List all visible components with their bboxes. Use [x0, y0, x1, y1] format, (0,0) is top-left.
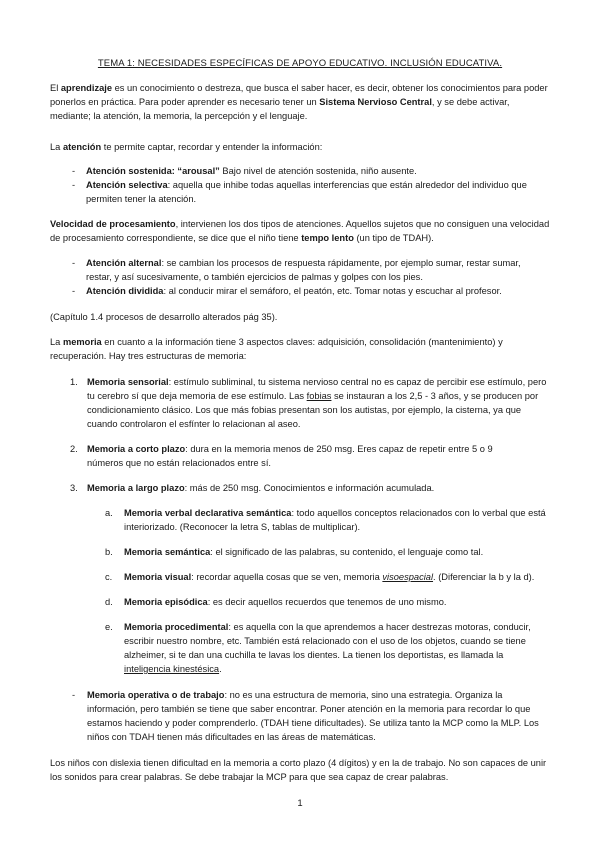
- list-item: Memoria episódica: es decir aquellos recuerdos que tenemos de uno mismo.: [124, 597, 447, 607]
- capitulo-reference: (Capítulo 1.4 procesos de desarrollo alterados pág 35).: [50, 312, 278, 322]
- velocidad-paragraph: Velocidad de procesamiento, intervienen los dos tipos de atenciones. Aquellos sujetos que no consiguen una velocidad de procesamiento correspondiente, se dice que el niño tiene tempo lento (un tipo de TDAH).: [50, 219, 550, 243]
- list-item: Memoria procedimental: es aquella con la que aprendemos a hacer destrezas motoras, conducir, escribir nuestro nombre, etc. También está relacionado con el uso de los objetos, cuando se tiene alzheimer, si te dan una cuchilla te lavas los dientes. La tienen los deportistas, es llamada la inteligencia kinestésica.: [124, 622, 531, 674]
- list-marker: -: [72, 286, 76, 296]
- list-marker: 2.: [70, 444, 78, 454]
- list-marker: e.: [105, 622, 113, 632]
- list-item: Atención sostenida: “arousal” Bajo nivel de atención sostenida, niño ausente.: [86, 166, 417, 176]
- list-marker: d.: [105, 597, 113, 607]
- list-marker: c.: [105, 572, 113, 582]
- list-item: Memoria sensorial: estímulo subliminal, tu sistema nervioso central no es capaz de percibir ese estímulo, pero tu cerebro sí que deja memoria de ese estímulo. Las fobias se instauran a los 2,5 - 3 años, y se producen por condicionamiento clásico. Los que más fobias presentan son los autistas, por ejemplo, la cisterna, ya que cuando controlaron el esfínter lo relacionan al aseo.: [87, 377, 547, 429]
- list-marker: -: [72, 166, 76, 176]
- intro-paragraph: El aprendizaje es un conocimiento o destreza, que busca el saber hacer, es decir, obtener los conocimientos para poder ponerlos en práctica. Para poder aprender es necesario tener un Sistema Nervioso Central, y se debe activar, mediante; la atención, la memoria, la percepción y el lenguaje.: [50, 83, 548, 121]
- list-item: Memoria operativa o de trabajo: no es una estructura de memoria, sino una estrategia. Organiza la información, pero también se tiene que saber encontrar. Poner atención en la memoria para recordar lo que estamos haciendo y poder comprenderlo. (TDAH tiene dificultades). Se utiliza tanto la MCP como la MLP. Los niños con TDAH tienen más dificultades en las áreas de matemáticas.: [87, 690, 539, 742]
- list-marker: -: [72, 258, 76, 268]
- list-item: Memoria verbal declarativa semántica: todo aquellos conceptos relacionados con lo verbal que está interiorizado. (Reconocer la letra S, tablas de multiplicar).: [124, 508, 546, 532]
- list-marker: 3.: [70, 483, 78, 493]
- list-item: Atención selectiva: aquella que inhibe todas aquellas interferencias que están alrededor del individuo que permiten tener la atención.: [86, 180, 527, 204]
- list-item: Atención dividida: al conducir mirar el semáforo, el peatón, etc. Tomar notas y escuchar al profesor.: [86, 286, 502, 296]
- atencion-paragraph: La atención te permite captar, recordar y entender la información:: [50, 142, 323, 152]
- list-item: Memoria visual: recordar aquella cosas que se ven, memoria visoespacial. (Diferenciar la b y la d).: [124, 572, 535, 582]
- document-title: TEMA 1: NECESIDADES ESPECÍFICAS DE APOYO EDUCATIVO. INCLUSIÓN EDUCATIVA.: [97, 58, 503, 69]
- memoria-paragraph: La memoria en cuanto a la información tiene 3 aspectos claves: adquisición, consolidación (mantenimiento) y recuperación. Hay tres estructuras de memoria:: [50, 337, 503, 361]
- page-number: 1: [297, 798, 303, 809]
- list-marker: a.: [105, 508, 113, 518]
- list-item: Atención alternal: se cambian los procesos de respuesta rápidamente, por ejemplo sumar, restar sumar, restar, y así sucesivamente, o también ejercicios de palmas y golpes con los pies.: [86, 258, 521, 282]
- list-marker: 1.: [70, 377, 78, 387]
- list-marker: -: [72, 690, 76, 700]
- list-marker: b.: [105, 547, 113, 557]
- list-marker: -: [72, 180, 76, 190]
- list-item: Memoria a corto plazo: dura en la memoria menos de 250 msg. Eres capaz de repetir entre 5 o 9 números que no están relacionados entre sí.: [87, 444, 493, 468]
- list-item: Memoria a largo plazo: más de 250 msg. Conocimientos e información acumulada.: [87, 483, 435, 493]
- list-item: Memoria semántica: el significado de las palabras, su contenido, el lenguaje como tal.: [124, 547, 484, 557]
- dislexia-paragraph: Los niños con dislexia tienen dificultad en la memoria a corto plazo (4 dígitos) y en la de trabajo. No son capaces de unir los sonidos para crear palabras. Se debe trabajar la MCP para que sea capaz de crear palabras.: [50, 758, 547, 782]
